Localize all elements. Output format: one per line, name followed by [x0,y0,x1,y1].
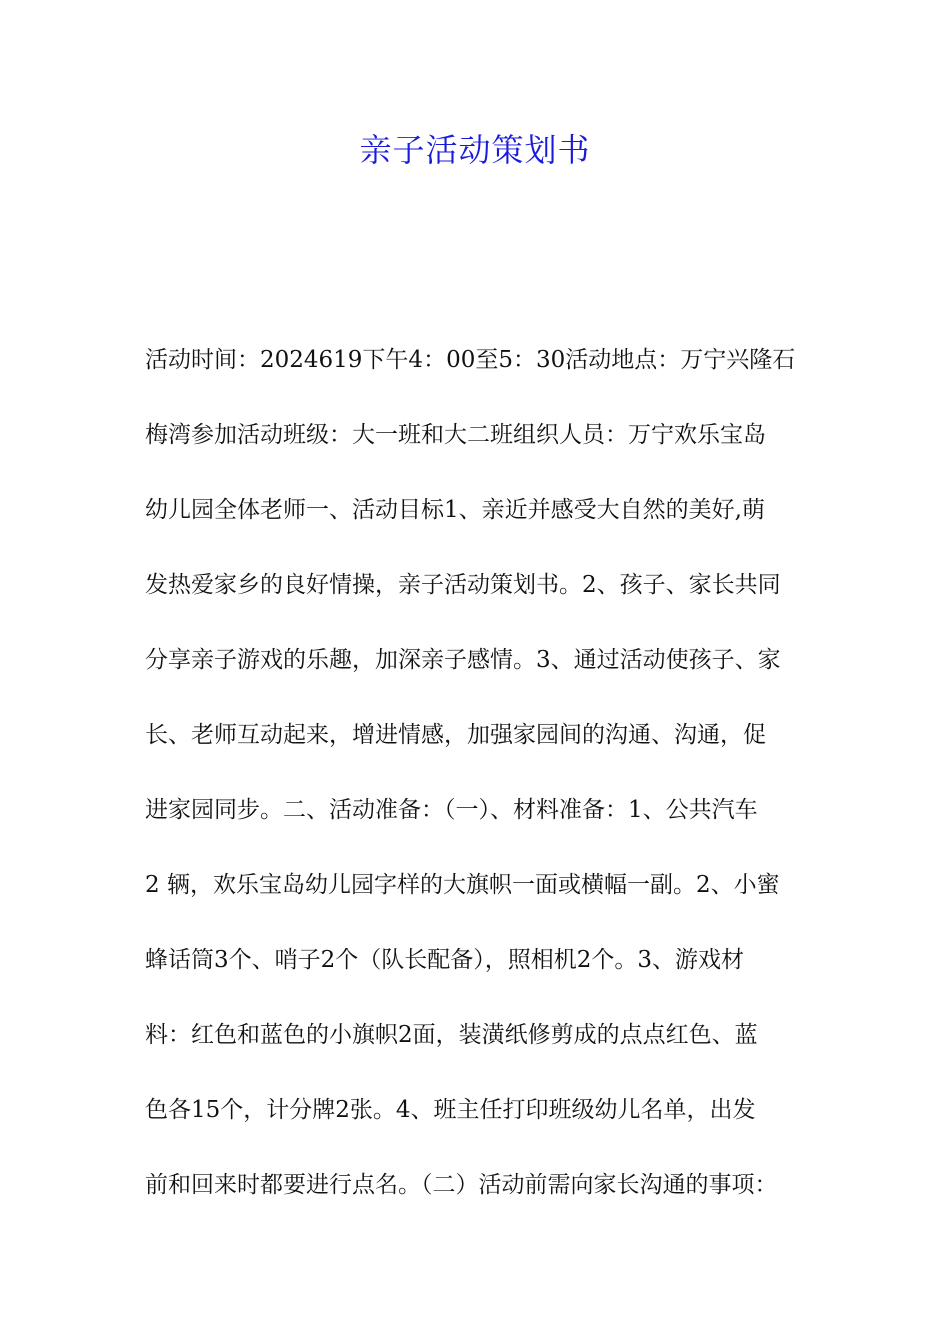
text-line: 活动时间：2024619下午4：00至5：30活动地点：万宁兴隆石 [145,347,796,373]
text-line: 料：红色和蓝色的小旗帜2面，装潢纸修剪成的点点红色、蓝 [145,1022,758,1048]
text-line: 色各15个，计分牌2张。4、班主任打印班级幼儿名单，出发 [145,1097,756,1123]
text-line: 发热爱家乡的良好情操，亲子活动策划书。2、孩子、家长共同 [145,572,781,598]
text-line: 前和回来时都要进行点名。（二）活动前需向家长沟通的事项： [145,1172,778,1198]
text-line: 进家园同步。二、活动准备：（一）、材料准备：1、公共汽车 [145,797,758,823]
text-line: 梅湾参加活动班级：大一班和大二班组织人员：万宁欢乐宝岛 [145,422,766,448]
text-line: 蜂话筒3个、哨子2个（队长配备），照相机2个。3、游戏材 [145,947,745,973]
page-title: 亲子活动策划书 [359,131,591,169]
text-line: 2 辆，欢乐宝岛幼儿园字样的大旗帜一面或横幅一副。2、小蜜 [145,872,780,898]
text-line: 幼儿园全体老师一、活动目标1、亲近并感受大自然的美好,萌 [145,497,765,523]
text-line: 分享亲子游戏的乐趣，加深亲子感情。3、通过活动使孩子、家 [145,647,781,673]
text-line: 长、老师互动起来，增进情感，加强家园间的沟通、沟通，促 [145,722,766,748]
body-paragraph [145,340,825,1240]
